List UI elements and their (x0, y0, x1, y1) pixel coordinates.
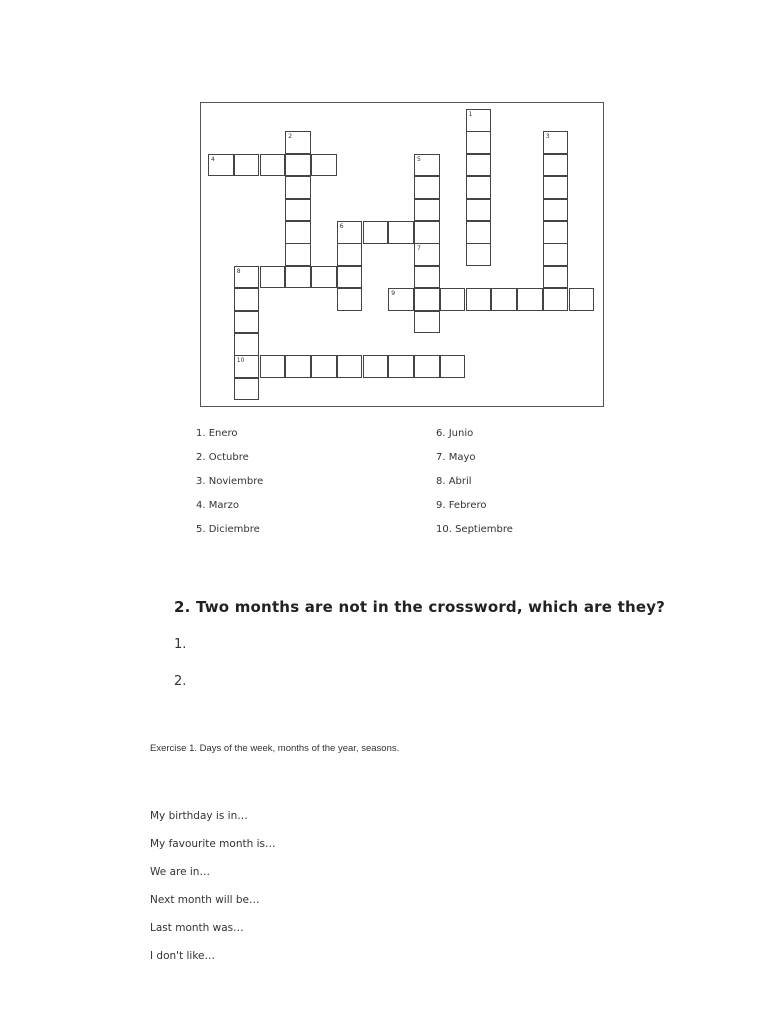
crossword-cell[interactable] (466, 131, 492, 154)
clue-7: 7. Mayo (436, 452, 476, 463)
sentence-favourite-month: My favourite month is… (150, 838, 276, 850)
crossword-cell[interactable] (543, 266, 569, 289)
crossword-number-4: 4 (211, 155, 215, 163)
clue-2: 2. Octubre (196, 452, 249, 463)
crossword-cell[interactable] (363, 355, 389, 378)
sentence-dont-like: I don't like… (150, 950, 216, 962)
crossword-number-5: 5 (417, 155, 421, 163)
crossword-cell[interactable] (337, 288, 363, 311)
crossword-cell[interactable] (337, 266, 363, 289)
crossword-cell[interactable] (363, 221, 389, 244)
answer-line-2[interactable]: 2. (174, 674, 187, 689)
crossword-cell[interactable] (569, 288, 595, 311)
crossword-cell[interactable] (466, 288, 492, 311)
crossword-cell[interactable] (543, 243, 569, 266)
crossword-cell[interactable] (466, 176, 492, 199)
clue-3: 3. Noviembre (196, 476, 264, 487)
crossword-cell[interactable] (543, 199, 569, 222)
crossword-cell[interactable] (466, 243, 492, 266)
crossword-cell[interactable] (285, 199, 311, 222)
clue-8: 8. Abril (436, 476, 472, 487)
crossword-cell[interactable] (414, 199, 440, 222)
crossword-cell[interactable] (285, 355, 311, 378)
crossword-cell[interactable] (234, 288, 260, 311)
crossword-number-3: 3 (545, 133, 550, 141)
clue-5: 5. Diciembre (196, 524, 260, 535)
clue-9: 9. Febrero (436, 500, 487, 511)
sentence-we-are-in: We are in… (150, 866, 210, 878)
clue-6: 6. Junio (436, 428, 474, 439)
crossword-cell[interactable] (285, 243, 311, 266)
crossword-number-10: 10 (236, 357, 245, 365)
crossword-number-1: 1 (468, 111, 473, 118)
crossword-cell[interactable] (543, 176, 569, 199)
sentence-next-month: Next month will be… (150, 894, 260, 906)
crossword-cell[interactable] (414, 355, 440, 378)
exercise-1-title: Exercise 1. Days of the week, months of the year, seasons. (150, 743, 400, 754)
crossword-cell[interactable] (414, 266, 440, 289)
crossword-cell[interactable] (388, 221, 414, 244)
crossword-cell[interactable] (517, 288, 543, 311)
sentence-last-month: Last month was… (150, 922, 244, 934)
question-2-heading: 2. Two months are not in the crossword, which are they? (174, 598, 666, 616)
crossword-cell[interactable] (414, 288, 440, 311)
crossword-number-2: 2 (288, 133, 293, 141)
crossword-cell[interactable] (285, 221, 311, 244)
crossword-cell[interactable] (543, 221, 569, 244)
crossword-cell[interactable] (260, 154, 286, 177)
answer-line-1[interactable]: 1. (174, 637, 187, 652)
crossword-cell[interactable] (285, 266, 311, 289)
crossword-cell[interactable] (285, 176, 311, 199)
crossword-cell[interactable] (234, 311, 260, 334)
crossword-cell[interactable] (337, 355, 363, 378)
clue-10: 10. Septiembre (436, 524, 513, 535)
crossword-cell[interactable] (337, 243, 363, 266)
crossword-cell[interactable] (234, 154, 260, 177)
crossword-cell[interactable] (260, 266, 286, 289)
crossword-cell[interactable] (466, 199, 492, 222)
crossword-cell[interactable] (414, 221, 440, 244)
crossword-cell[interactable] (414, 176, 440, 199)
crossword-cell[interactable] (466, 154, 492, 177)
clue-4: 4. Marzo (196, 500, 239, 511)
crossword-cell[interactable] (234, 333, 260, 356)
crossword-cell[interactable] (491, 288, 517, 311)
crossword-cell[interactable] (311, 266, 337, 289)
crossword-cell[interactable] (285, 154, 311, 177)
crossword-number-6: 6 (339, 223, 344, 230)
crossword-cell[interactable] (543, 288, 569, 311)
crossword-cell[interactable] (388, 355, 414, 378)
crossword-cell[interactable] (260, 355, 286, 378)
crossword-cell[interactable] (311, 355, 337, 378)
crossword-cell[interactable] (311, 154, 337, 177)
crossword-number-8: 8 (236, 267, 241, 275)
crossword-cell[interactable] (234, 378, 260, 401)
crossword-cell[interactable] (440, 355, 466, 378)
sentence-birthday: My birthday is in… (150, 810, 248, 822)
crossword-number-9: 9 (391, 290, 396, 298)
clue-1: 1. Enero (196, 428, 238, 439)
crossword-number-7: 7 (417, 245, 421, 253)
crossword-cell[interactable] (543, 154, 569, 177)
crossword-cell[interactable] (440, 288, 466, 311)
crossword-cell[interactable] (466, 221, 492, 244)
crossword-cell[interactable] (414, 311, 440, 334)
